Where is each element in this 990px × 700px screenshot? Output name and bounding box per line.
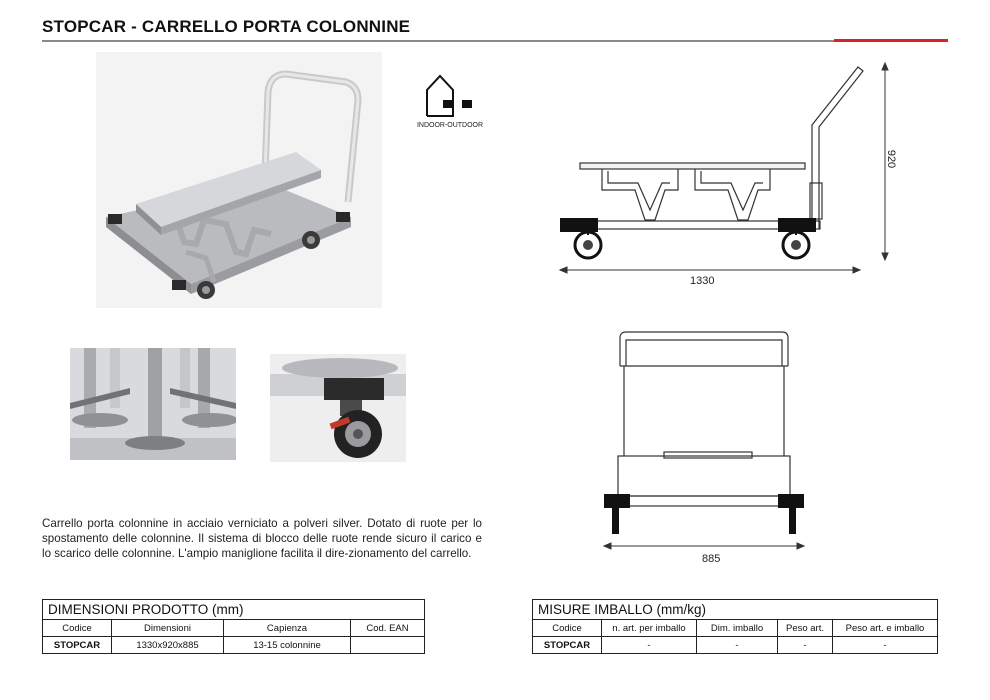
product-cell-capacity: 13-15 colonnine [224,637,351,654]
detail-photo-columns [70,348,236,460]
product-dimensions-table [42,599,425,654]
packaging-cell-weight: - [778,637,833,654]
indoor-outdoor-label: INDOOR-OUTDOOR [416,122,484,129]
product-photo-main [96,52,382,308]
product-cell-dimensions: 1330x920x885 [112,637,224,654]
packaging-table-caption: MISURE IMBALLO (mm/kg) [533,600,938,620]
packaging-header-weight: Peso art. [778,620,833,637]
packaging-header-code: Codice [533,620,602,637]
detail-photo-wheel-brake [270,354,406,462]
house-indoor-outdoor-icon [423,72,477,118]
packaging-cell-gross-weight: - [833,637,938,654]
product-description: Carrello porta colonnine in acciaio verniciato a polveri silver. Dotato di ruote per lo spostamento delle colonnine. Il sistema di blocco delle ruote rende sicuro il carico e lo scarico delle colonnine. L'ampio maniglione facilita il dire-zionamento del carrello. [42,517,482,560]
packaging-header-dim: Dim. imballo [697,620,778,637]
packaging-cell-units: - [602,637,697,654]
product-header-dimensions: Dimensioni [112,620,224,637]
product-cell-code: STOPCAR [43,637,112,654]
side-view-drawing [550,55,900,285]
header-accent-rule [834,39,948,42]
packaging-header-gross-weight: Peso art. e imballo [833,620,938,637]
height-dimension-label: 920 [885,149,898,169]
length-dimension-label: 1330 [690,275,715,287]
packaging-header-units: n. art. per imballo [602,620,697,637]
packaging-cell-code: STOPCAR [533,637,602,654]
product-table-caption: DIMENSIONI PRODOTTO (mm) [43,600,425,620]
header-rule [42,40,834,42]
product-header-capacity: Capienza [224,620,351,637]
packaging-cell-dim: - [697,637,778,654]
product-header-code: Codice [43,620,112,637]
product-header-ean: Cod. EAN [351,620,425,637]
product-cell-ean [351,637,425,654]
table-row [43,637,425,654]
table-row [533,637,938,654]
width-dimension-label: 885 [702,553,721,565]
page-title: STOPCAR - CARRELLO PORTA COLONNINE [42,17,411,36]
front-view-drawing [598,326,810,554]
packaging-table [532,599,938,654]
